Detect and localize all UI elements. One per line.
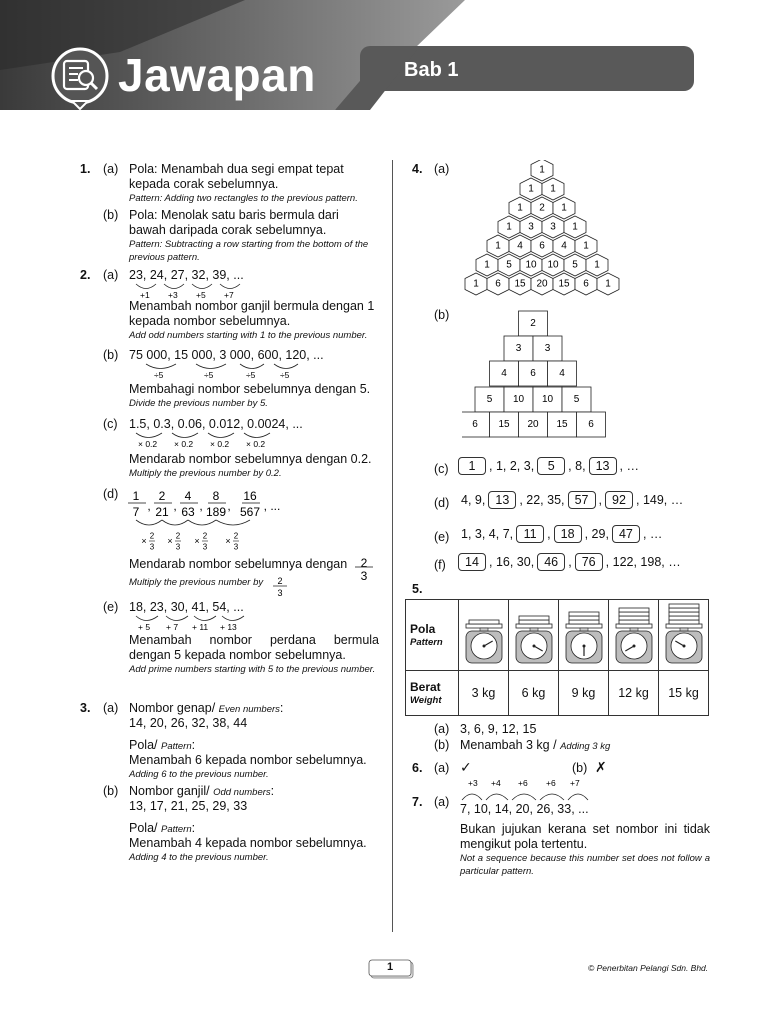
q3a-head: Nombor genap/ xyxy=(129,701,216,715)
weight-block xyxy=(569,612,599,616)
hexagon-value: 1 xyxy=(539,164,545,176)
block-value: 15 xyxy=(498,419,510,430)
q2a-op: +7 xyxy=(224,290,234,300)
q2a-op: +1 xyxy=(140,290,150,300)
hexagon-value: 20 xyxy=(536,278,548,290)
q3b-answer: Nombor ganjil/ Odd numbers: 13, 17, 21, 25, 29, 33 Pola/ Pattern: Menambah 4 kepada nombor sebelumnya. Adding 4 to the previous number. xyxy=(129,784,384,864)
q2d-label: (d) xyxy=(103,487,119,501)
q5-scale-cell xyxy=(509,600,559,671)
q2-number: 2. xyxy=(80,268,91,282)
block-value: 15 xyxy=(556,419,568,430)
block-value: 5 xyxy=(486,394,493,405)
q2b-op: ÷5 xyxy=(280,370,290,380)
hexagon-value: 6 xyxy=(583,278,589,290)
q4a-label: (a) xyxy=(434,162,450,176)
q2a-label: (a) xyxy=(103,268,119,282)
q2a-arrows xyxy=(132,280,242,300)
q4b-block-triangle xyxy=(462,310,612,446)
q2d-en-text: Multiply the previous number by xyxy=(129,577,264,588)
q2c-op: × 0.2 xyxy=(246,439,266,449)
q2d-op-sign: × xyxy=(225,536,231,546)
block-value: 5 xyxy=(573,394,580,405)
weight-block xyxy=(469,620,499,624)
answer-box: 13 xyxy=(589,457,617,475)
weight-block xyxy=(669,620,699,624)
hexagon-value: 2 xyxy=(539,202,545,214)
weighing-scale-icon xyxy=(560,602,608,666)
hexagon-value: 15 xyxy=(558,278,570,290)
block-value: 6 xyxy=(588,419,594,430)
weight-block xyxy=(519,616,549,620)
q6-number: 6. xyxy=(412,761,423,775)
q2d-en-frac-den: 3 xyxy=(277,588,283,598)
hexagon-value: 1 xyxy=(561,202,567,214)
hexagon-value: 1 xyxy=(473,278,479,290)
q7-en: Not a sequence because this number set does not follow a particular pattern. xyxy=(460,853,710,877)
q1a-answer xyxy=(129,162,379,205)
hexagon-value: 1 xyxy=(528,183,534,195)
q2d-denominator: 7 xyxy=(132,505,140,519)
hexagon-value: 3 xyxy=(528,221,534,233)
sequence-text: , … xyxy=(642,527,663,541)
q4c-sequence xyxy=(458,457,642,475)
answer-box: 11 xyxy=(516,525,544,543)
scale-pivot xyxy=(582,644,585,647)
answer-box: 1 xyxy=(458,457,486,475)
q7-op: +6 xyxy=(546,778,556,788)
weighing-scale-icon xyxy=(460,602,508,666)
q5-number: 5. xyxy=(412,582,423,596)
weight-block xyxy=(619,612,649,616)
q7-op: +3 xyxy=(468,778,478,788)
q2d-op-den: 3 xyxy=(175,542,181,552)
weighing-scale-icon xyxy=(510,602,558,666)
q2d-op-num: 2 xyxy=(233,531,239,541)
q2a-sequence: 23, 24, 27, 32, 39, ... xyxy=(129,268,244,282)
weight-block xyxy=(569,620,599,624)
q2d-tail: , ... xyxy=(263,499,281,513)
hexagon-value: 1 xyxy=(484,259,490,271)
block-value: 10 xyxy=(512,394,525,405)
q3-number: 3. xyxy=(80,701,91,715)
q3a-label: (a) xyxy=(103,701,119,715)
answer-box: 13 xyxy=(488,491,516,509)
q1b-en: Pattern: Subtracting a row starting from the bottom of the previous pattern. xyxy=(129,239,369,263)
hexagon-value: 4 xyxy=(561,240,567,252)
q1a-en: Pattern: Adding two rectangles to the previous pattern. xyxy=(129,193,358,204)
block-value: 4 xyxy=(501,368,507,379)
q2c-text: Mendarab nombor sebelumnya dengan 0.2. xyxy=(129,452,372,466)
q2a-op: +3 xyxy=(168,290,178,300)
q5-weight-cell: 6 kg xyxy=(509,671,559,716)
q2a-text: Menambah nombor ganjil bermula dengan 1 kepada nombor sebelumnya. xyxy=(129,299,375,328)
q7-sequence: 7, 10, 14, 20, 26, 33, ... xyxy=(460,802,589,816)
q2d-fraction-sequence xyxy=(126,486,296,556)
q2a-op: +5 xyxy=(196,290,206,300)
q2d-arrow xyxy=(188,520,216,525)
q2e-arrows xyxy=(132,612,252,632)
q5b-label: (b) xyxy=(434,738,450,752)
q3b-head: Nombor ganjil/ xyxy=(129,784,210,798)
hexagon-value: 6 xyxy=(539,240,545,252)
q3a-answer: Nombor genap/ Even numbers: 14, 20, 26, 32, 38, 44 Pola/ Pattern: Menambah 6 kepada nombor sebelumnya. Adding 6 to the previous number. xyxy=(129,701,384,781)
q2d-en-fraction xyxy=(270,573,290,601)
q2d-denominator: 63 xyxy=(181,505,195,519)
hexagon-value: 10 xyxy=(525,259,537,271)
q7-answer xyxy=(460,822,710,878)
q5-weight-cell: 12 kg xyxy=(609,671,659,716)
q3b-pola: Pola/ xyxy=(129,821,158,835)
weight-block xyxy=(669,612,699,616)
answer-box: 92 xyxy=(605,491,633,509)
block-value: 2 xyxy=(530,318,536,329)
hexagon-value: 3 xyxy=(550,221,556,233)
block-value: 3 xyxy=(544,343,551,354)
q5-weight-cell: 3 kg xyxy=(459,671,509,716)
scale-platform xyxy=(666,624,702,628)
q5-pola-header xyxy=(406,600,459,671)
q7-op: +6 xyxy=(518,778,528,788)
q2d-op-num: 2 xyxy=(202,531,208,541)
hexagon-value: 1 xyxy=(572,221,578,233)
q2c-answer xyxy=(129,452,384,480)
hexagon-value: 5 xyxy=(506,259,512,271)
weight-block xyxy=(669,608,699,612)
hexagon-value: 1 xyxy=(550,183,556,195)
q2d-denominator: 189 xyxy=(205,505,227,519)
q3a-head-en: Even numbers xyxy=(218,704,280,715)
q5a-label: (a) xyxy=(434,722,450,736)
q2d-comma: , xyxy=(199,499,203,513)
q6b-label: (b) xyxy=(572,761,588,775)
q2c-op: × 0.2 xyxy=(174,439,194,449)
q2d-op-sign: × xyxy=(141,536,147,546)
scale-pivot xyxy=(482,644,485,647)
q5-scale-cell xyxy=(459,600,509,671)
q2b-arrows xyxy=(140,360,310,380)
weight-block xyxy=(619,620,649,624)
q2e-en: Add prime numbers starting with 5 to the previous number. xyxy=(129,664,376,675)
sequence-text: , 16, 30, xyxy=(489,555,535,569)
q5-berat-header xyxy=(406,671,459,716)
hexagon-value: 1 xyxy=(583,240,589,252)
q2b-op: ÷5 xyxy=(154,370,164,380)
sequence-text: , 1, 2, 3, xyxy=(489,459,535,473)
q1a-text: Pola: Menambah dua segi empat tepat kepada corak sebelumnya. xyxy=(129,162,344,191)
q4c-label: (c) xyxy=(434,462,449,476)
q2c-label: (c) xyxy=(103,417,118,431)
answer-logo-icon xyxy=(48,46,112,110)
hexagon-value: 6 xyxy=(495,278,501,290)
block-value: 6 xyxy=(530,368,536,379)
q2d-numerator: 2 xyxy=(158,489,166,503)
sequence-text: , xyxy=(568,555,572,569)
q2e-label: (e) xyxy=(103,600,119,614)
weight-block xyxy=(569,616,599,620)
q6a-tick: ✓ xyxy=(460,759,472,775)
answer-box: 18 xyxy=(554,525,582,543)
q5-pola-en: Pattern xyxy=(410,636,443,648)
sequence-text: , 22, 35, xyxy=(519,493,565,507)
q3b-head-en: Odd numbers xyxy=(213,787,271,798)
weight-block xyxy=(669,616,699,620)
scale-platform xyxy=(616,624,652,628)
q6a-label: (a) xyxy=(434,761,450,775)
q1a-label: (a) xyxy=(103,162,119,176)
q2c-op: × 0.2 xyxy=(138,439,158,449)
q3a-text: Menambah 6 kepada nombor sebelumnya. xyxy=(129,753,367,767)
answer-box: 14 xyxy=(458,553,486,571)
q2d-op-sign: × xyxy=(194,536,200,546)
q2d-arrow xyxy=(136,520,162,525)
block-value: 10 xyxy=(541,394,554,405)
q5-scale-cell xyxy=(659,600,709,671)
q3a-en: Adding 6 to the previous number. xyxy=(129,769,269,780)
q7-op: +7 xyxy=(570,778,580,788)
block-value: 3 xyxy=(515,343,522,354)
answer-box: 47 xyxy=(612,525,640,543)
q2b-op: ÷5 xyxy=(246,370,256,380)
q2d-op-num: 2 xyxy=(175,531,181,541)
q5-scale-cell xyxy=(559,600,609,671)
q4f-label: (f) xyxy=(434,558,446,572)
block-value: 4 xyxy=(559,368,565,379)
q2d-denominator: 21 xyxy=(155,505,169,519)
q5b-text: Menambah 3 kg / xyxy=(460,738,557,752)
q2d-op-den: 3 xyxy=(202,542,208,552)
q5a-text: 3, 6, 9, 12, 15 xyxy=(460,722,537,736)
q2b-label: (b) xyxy=(103,348,119,362)
q3b-label: (b) xyxy=(103,784,119,798)
q2d-numerator: 8 xyxy=(212,489,220,503)
q2d-op-den: 3 xyxy=(233,542,239,552)
q3b-en: Adding 4 to the previous number. xyxy=(129,852,269,863)
q2d-op-num: 2 xyxy=(149,531,155,541)
q2c-en: Multiply the previous number by 0.2. xyxy=(129,468,282,479)
q5-table xyxy=(405,599,709,716)
sequence-text: , 122, 198, … xyxy=(605,555,681,569)
q2c-op: × 0.2 xyxy=(210,439,230,449)
hexagon-value: 15 xyxy=(514,278,526,290)
q2e-op: + 11 xyxy=(192,622,209,632)
q2d-comma: , xyxy=(173,499,177,513)
q7-number: 7. xyxy=(412,795,423,809)
header-banner xyxy=(0,0,768,110)
hexagon-value: 1 xyxy=(517,202,523,214)
scale-pivot xyxy=(532,644,535,647)
q1b-text: Pola: Menolak satu baris bermula dari bawah daripada corak sebelumnya. xyxy=(129,208,339,237)
q2d-comma: , xyxy=(147,499,151,513)
q5-weight-cell: 9 kg xyxy=(559,671,609,716)
q2d-numerator: 1 xyxy=(132,489,140,503)
q3a-pola: Pola/ xyxy=(129,738,158,752)
q7-text: Bukan jujukan kerana set nombor ini tidak mengikut pola tertentu. xyxy=(460,822,710,851)
scale-pivot xyxy=(632,644,635,647)
chapter-label: Bab 1 xyxy=(404,59,459,81)
q2d-en-frac-num: 2 xyxy=(277,576,283,586)
q5-berat-en: Weight xyxy=(410,694,442,706)
sequence-text: , xyxy=(598,493,602,507)
q3a-pola-en: Pattern xyxy=(160,741,192,752)
q2a-en: Add odd numbers starting with 1 to the previous number. xyxy=(129,330,368,341)
weighing-scale-icon xyxy=(660,602,708,666)
q4a-hexagon-triangle xyxy=(455,160,635,300)
q2b-text: Membahagi nombor sebelumnya dengan 5. xyxy=(129,382,371,396)
block-value: 20 xyxy=(527,419,539,430)
q2e-answer xyxy=(129,633,379,676)
sequence-text: , 29, xyxy=(584,527,609,541)
weight-block xyxy=(619,616,649,620)
q1-number: 1. xyxy=(80,162,91,176)
weighing-scale-icon xyxy=(610,602,658,666)
sequence-text: 4, 9, xyxy=(461,493,486,507)
q7a-label: (a) xyxy=(434,795,450,809)
hexagon-value: 1 xyxy=(605,278,611,290)
answer-box: 76 xyxy=(575,553,603,571)
q2e-op: + 7 xyxy=(166,622,179,632)
q3b-sequence: 13, 17, 21, 25, 29, 33 xyxy=(129,799,248,813)
q2b-sequence: 75 000, 15 000, 3 000, 600, 120, ... xyxy=(129,348,324,362)
q5b-en: Adding 3 kg xyxy=(560,741,611,752)
column-divider xyxy=(392,160,393,932)
sequence-text: , … xyxy=(619,459,639,473)
q4f-sequence xyxy=(458,553,684,571)
copyright: © Penerbitan Pelangi Sdn. Bhd. xyxy=(588,963,709,973)
page-title: Jawapan xyxy=(118,49,316,101)
q5-pola: Pola xyxy=(410,621,436,636)
q2c-sequence: 1.5, 0.3, 0.06, 0.012, 0.0024, ... xyxy=(129,417,303,431)
q2b-en: Divide the previous number by 5. xyxy=(129,398,268,409)
sequence-text: , 149, … xyxy=(636,493,684,507)
scale-platform xyxy=(516,624,552,628)
q2c-arrows xyxy=(132,429,282,451)
q2d-text: Mendarab nombor sebelumnya dengan xyxy=(129,557,348,571)
q2d-op-den: 3 xyxy=(149,542,155,552)
q2d-answer-text xyxy=(129,557,347,572)
q2d-en xyxy=(129,576,263,589)
q2b-op: ÷5 xyxy=(204,370,214,380)
answer-box: 5 xyxy=(537,457,565,475)
q3a-sequence: 14, 20, 26, 32, 38, 44 xyxy=(129,716,248,730)
q4b-label: (b) xyxy=(434,308,450,322)
answer-box: 57 xyxy=(568,491,596,509)
q6b-cross: ✗ xyxy=(595,759,607,775)
q2e-op: + 13 xyxy=(220,622,237,632)
q2d-arrow xyxy=(216,520,250,525)
scale-platform xyxy=(466,624,502,628)
block-value: 6 xyxy=(472,419,478,430)
weight-block xyxy=(619,608,649,612)
weight-block xyxy=(669,604,699,608)
sequence-text: 1, 3, 4, 7, xyxy=(461,527,514,541)
q2d-fraction xyxy=(353,551,375,583)
scale-pivot xyxy=(682,644,685,647)
q2e-text: Menambah nombor perdana bermula dengan 5 kepada nombor sebelumnya. xyxy=(129,633,379,662)
q5b-answer xyxy=(460,738,610,753)
sequence-text: , 8, xyxy=(568,459,586,473)
hexagon-value: 4 xyxy=(517,240,523,252)
hexagon-value: 5 xyxy=(572,259,578,271)
q5-scale-cell xyxy=(609,600,659,671)
weight-block xyxy=(519,620,549,624)
hexagon-value: 1 xyxy=(506,221,512,233)
q3b-text: Menambah 4 kepada nombor sebelumnya. xyxy=(129,836,367,850)
page-number: 1 xyxy=(386,961,394,973)
q4-number: 4. xyxy=(412,162,423,176)
answer-box: 46 xyxy=(537,553,565,571)
q4d-label: (d) xyxy=(434,496,450,510)
q2d-denominator: 567 xyxy=(239,505,261,519)
q1b-label: (b) xyxy=(103,208,119,222)
q1b-answer xyxy=(129,208,379,264)
q2d-arrow xyxy=(162,520,188,525)
q3b-pola-en: Pattern xyxy=(160,824,192,835)
q2d-op-sign: × xyxy=(167,536,173,546)
q7-arrows xyxy=(458,776,598,802)
q2a-answer xyxy=(129,299,379,342)
hexagon-value: 1 xyxy=(594,259,600,271)
q2e-sequence: 18, 23, 30, 41, 54, ... xyxy=(129,600,244,614)
q2d-comma: , xyxy=(227,499,231,513)
q4d-sequence xyxy=(458,491,686,509)
q2d-frac-num: 2 xyxy=(360,556,368,570)
q5-weight-cell: 15 kg xyxy=(659,671,709,716)
hexagon-value: 10 xyxy=(547,259,559,271)
sequence-text: , xyxy=(547,527,551,541)
scale-platform xyxy=(566,624,602,628)
q2d-frac-den: 3 xyxy=(360,569,368,583)
q2e-op: + 5 xyxy=(138,622,151,632)
q5-berat: Berat xyxy=(410,679,441,694)
q4e-sequence xyxy=(458,525,665,543)
q7-op: +4 xyxy=(491,778,501,788)
hexagon-value: 1 xyxy=(495,240,501,252)
q2d-numerator: 16 xyxy=(243,489,257,503)
q2b-answer xyxy=(129,382,379,410)
q2d-numerator: 4 xyxy=(184,489,192,503)
q4e-label: (e) xyxy=(434,530,450,544)
